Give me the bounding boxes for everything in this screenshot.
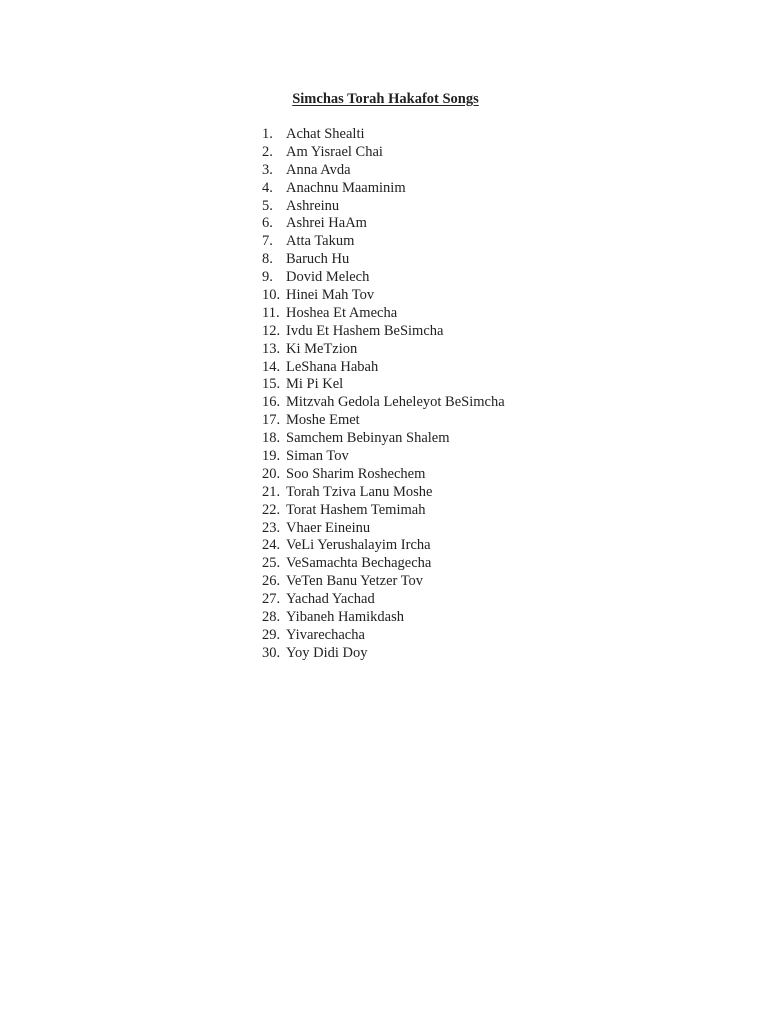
song-number: 17. <box>262 412 281 429</box>
song-name: VeLi Yerushalayim Ircha <box>286 537 431 554</box>
song-list-item <box>262 520 505 538</box>
song-name: VeSamachta Bechagecha <box>286 555 432 572</box>
song-list-item <box>262 215 505 233</box>
song-name: Samchem Bebinyan Shalem <box>286 430 450 447</box>
song-list <box>262 126 505 663</box>
song-name: Vhaer Eineinu <box>286 519 371 536</box>
song-list-item <box>262 394 505 412</box>
song-name: Am Yisrael Chai <box>286 143 383 160</box>
song-number: 29. <box>262 626 281 643</box>
song-name: Ashrei HaAm <box>286 215 367 232</box>
song-list-item <box>262 591 505 609</box>
song-number: 27. <box>262 591 281 608</box>
song-list-item <box>262 162 505 180</box>
song-number: 11. <box>262 304 280 321</box>
song-name: Soo Sharim Roshechem <box>286 465 426 482</box>
song-name: Hoshea Et Amecha <box>286 304 398 321</box>
song-list-item <box>262 448 505 466</box>
song-number: 9. <box>262 269 273 286</box>
song-list-item <box>262 645 505 663</box>
song-list-item <box>262 376 505 394</box>
song-name: Dovid Melech <box>286 269 370 286</box>
song-name: Siman Tov <box>286 448 349 465</box>
song-number: 6. <box>262 215 273 232</box>
song-name: Yoy Didi Doy <box>286 644 368 661</box>
song-name: Mitzvah Gedola Leheleyot BeSimcha <box>286 394 505 411</box>
song-number: 26. <box>262 573 281 590</box>
song-list-item <box>262 430 505 448</box>
song-name: Atta Takum <box>286 233 355 250</box>
song-name: Baruch Hu <box>286 251 350 268</box>
song-name: VeTen Banu Yetzer Tov <box>286 573 424 590</box>
song-list-item <box>262 323 505 341</box>
song-name: Achat Shealti <box>286 126 365 142</box>
song-number: 15. <box>262 376 281 393</box>
song-number: 16. <box>262 394 281 411</box>
song-name: Ivdu Et Hashem BeSimcha <box>286 322 444 339</box>
song-number: 2. <box>262 143 273 160</box>
song-list-item <box>262 305 505 323</box>
song-list-item <box>262 573 505 591</box>
song-name: Mi Pi Kel <box>286 376 344 393</box>
song-number: 20. <box>262 465 281 482</box>
song-number: 18. <box>262 430 281 447</box>
song-list-item <box>262 287 505 305</box>
song-name: Yachad Yachad <box>286 591 375 608</box>
song-list-item <box>262 251 505 269</box>
song-number: 8. <box>262 251 273 268</box>
song-list-item <box>262 180 505 198</box>
song-number: 7. <box>262 233 273 250</box>
song-number: 12. <box>262 322 281 339</box>
song-number: 23. <box>262 519 281 536</box>
song-number: 28. <box>262 609 281 626</box>
song-name: Torah Tziva Lanu Moshe <box>286 483 433 500</box>
song-name: Ashreinu <box>286 197 340 214</box>
song-list-item <box>262 198 505 216</box>
song-number: 25. <box>262 555 281 572</box>
song-list-item <box>262 233 505 251</box>
song-list-item <box>262 341 505 359</box>
song-list-item <box>262 502 505 520</box>
song-name: Hinei Mah Tov <box>286 287 375 304</box>
song-list-item <box>262 144 505 162</box>
document-title: Simchas Torah Hakafot Songs <box>292 91 479 107</box>
song-list-item <box>262 126 505 144</box>
song-list-item <box>262 466 505 484</box>
song-name: Anna Avda <box>286 161 351 178</box>
song-list-item <box>262 609 505 627</box>
song-list-item <box>262 412 505 430</box>
song-list-item <box>262 555 505 573</box>
song-number: 21. <box>262 483 281 500</box>
song-number: 22. <box>262 501 281 518</box>
song-number: 4. <box>262 179 273 196</box>
song-number: 30. <box>262 644 281 661</box>
song-number: 3. <box>262 161 273 178</box>
song-name: Anachnu Maaminim <box>286 179 406 196</box>
song-number: 1. <box>262 126 273 142</box>
song-number: 13. <box>262 340 281 357</box>
song-number: 19. <box>262 448 281 465</box>
song-list-item <box>262 269 505 287</box>
song-name: Yivarechacha <box>286 626 365 643</box>
song-list-item <box>262 537 505 555</box>
song-name: LeShana Habah <box>286 358 379 375</box>
song-number: 14. <box>262 358 281 375</box>
song-number: 24. <box>262 537 281 554</box>
song-name: Yibaneh Hamikdash <box>286 609 404 626</box>
song-list-item <box>262 627 505 645</box>
song-list-item <box>262 484 505 502</box>
song-number: 5. <box>262 197 273 214</box>
song-list-item <box>262 359 505 377</box>
song-name: Torat Hashem Temimah <box>286 501 426 518</box>
song-name: Ki MeTzion <box>286 340 358 357</box>
song-name: Moshe Emet <box>286 412 360 429</box>
song-number: 10. <box>262 287 281 304</box>
